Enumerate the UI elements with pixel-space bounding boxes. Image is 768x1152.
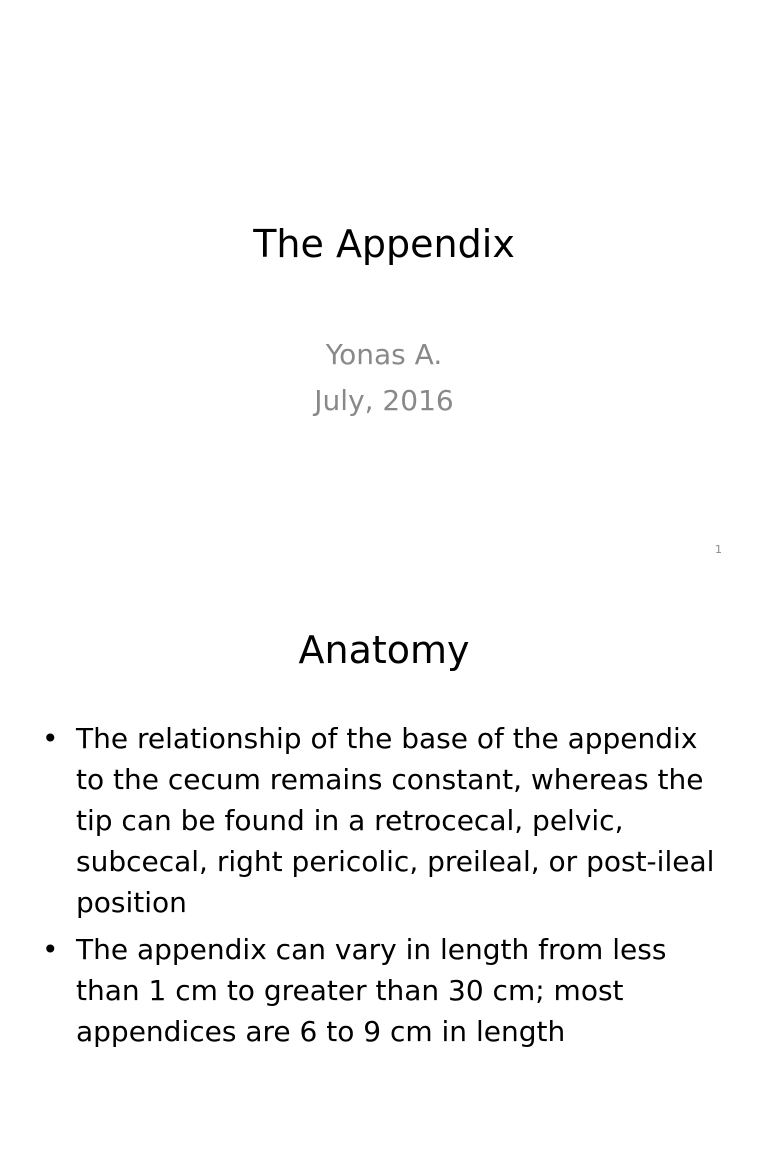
subtitle-block: [0, 332, 768, 424]
presentation-date: July, 2016: [314, 384, 454, 417]
bullet-item: [40, 929, 730, 1052]
slide-number: 1: [715, 543, 722, 556]
slide-title: Anatomy: [298, 628, 470, 672]
bullet-text: The appendix can vary in length from less than 1 cm to greater than 30 cm; most appendices are 6 to 9 cm in length: [76, 933, 667, 1048]
bullet-item: [40, 718, 730, 923]
bullet-list: [40, 718, 730, 1058]
bullet-dot-icon: •: [42, 933, 59, 966]
anatomy-slide: [0, 576, 768, 1152]
author-name: Yonas A.: [325, 338, 443, 371]
bullet-text: The relationship of the base of the appendix to the cecum remains constant, whereas the tip can be found in a retrocecal, pelvic, subcecal, right pericolic, preileal, or post-ileal position: [76, 722, 715, 919]
presentation-title: The Appendix: [253, 222, 515, 266]
bullet-dot-icon: •: [42, 722, 59, 755]
